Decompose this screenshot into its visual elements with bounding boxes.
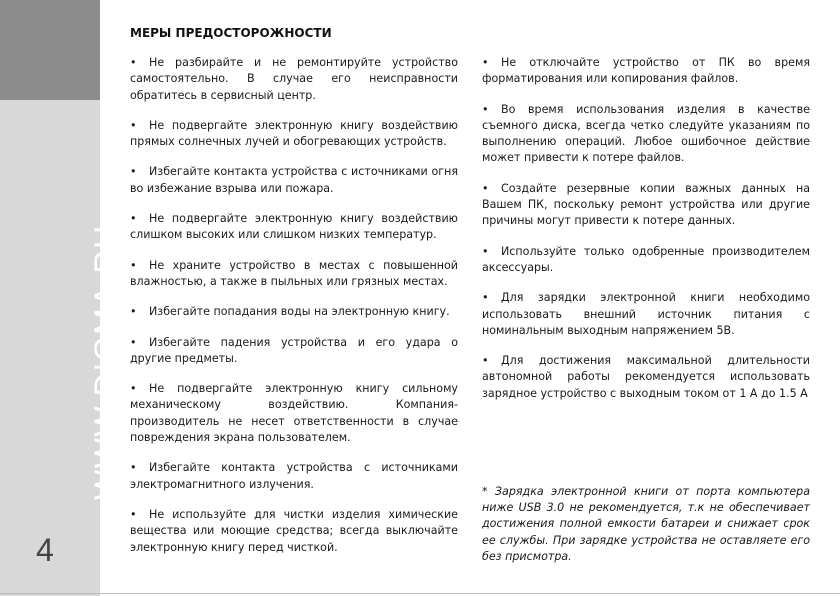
list-item (130, 258, 458, 291)
list-item-text: Не храните устройство в местах с повышенной влажностью, а также в пыльных или грязных местах. (130, 258, 458, 288)
bullet: • (130, 212, 137, 226)
list-item-text: Создайте резервные копии важных данных на Вашем ПК, поскольку ремонт устройства или другие причины могут привести к потере данных. (482, 181, 810, 228)
website-url: WWW.DIGMA.RU (88, 224, 124, 500)
list-item (130, 460, 458, 493)
list-item-text: Избегайте попадания воды на электронную книгу. (149, 305, 450, 319)
list-item (482, 244, 810, 277)
list-item (130, 55, 458, 104)
list-item (130, 304, 458, 320)
bullet: • (130, 56, 137, 69)
list-item (482, 181, 810, 230)
list-item (482, 290, 810, 339)
bottom-divider (0, 593, 840, 594)
bullet: • (482, 291, 489, 305)
list-item (482, 55, 810, 88)
bullet: • (482, 244, 489, 258)
list-item-text: Не подвергайте электронную книгу воздействию прямых солнечных лучей и обогревающих устройств. (130, 118, 458, 149)
list-item (482, 353, 810, 402)
page-number: 4 (36, 532, 54, 568)
list-item-text: Для зарядки электронной книги необходимо использовать внешний источник питания с номинальным выходным напряжением 5В. (482, 291, 810, 337)
page-title: МЕРЫ ПРЕДОСТОРОЖНОСТИ (130, 26, 332, 40)
list-item (130, 507, 458, 556)
bullet: • (130, 165, 137, 179)
sidebar-top-block (0, 0, 100, 100)
bullet: • (482, 354, 489, 368)
list-item (130, 211, 458, 244)
list-item-text: Используйте только одобренные производителем аксессуары. (482, 244, 810, 274)
left-column (130, 55, 458, 570)
list-item-text: Не подвергайте электронную книгу сильному механическому воздействию. Компания-производитель не несет ответственности в случае повреждения экрана пользователем. (130, 382, 458, 445)
list-item (130, 164, 458, 197)
list-item (482, 102, 810, 167)
bullet: • (482, 181, 489, 195)
footnote: * Зарядка электронной книги от порта компьютера ниже USB 3.0 не рекомендуется, т.к не обеспечивает достижения полной емкости батареи и снижает срок ее службы. При зарядке устройства не оставляете его без присмотра. (482, 485, 810, 563)
list-item-text: Для достижения максимальной длительности автономной работы рекомендуется использовать зарядное устройство с выходным током от 1 А до 1.5 А (482, 354, 810, 400)
bullet: • (130, 461, 137, 475)
list-item-text: Во время использования изделия в качестве съемного диска, всегда четко следуйте указаниям по выполнению операций. Любое ошибочное действие может привести к потере файлов. (482, 102, 810, 165)
list-item-text: Избегайте контакта устройства с источниками огня во избежание взрыва или пожара. (130, 165, 458, 195)
bullet: • (130, 118, 137, 132)
list-item (130, 118, 458, 151)
list-item-text: Не используйте для чистки изделия химические вещества или моющие средства; всегда выключайте электронную книгу перед чисткой. (130, 507, 458, 554)
list-item-text: Избегайте падения устройства и его удара о другие предметы. (130, 335, 458, 365)
list-item (130, 381, 458, 446)
list-item-text: Избегайте контакта устройства с источниками электромагнитного излучения. (130, 461, 458, 491)
list-item (130, 335, 458, 368)
list-item-text: Не подвергайте электронную книгу воздействию слишком высоких или слишком низких температур. (130, 212, 458, 242)
bullet: • (482, 56, 489, 69)
bullet: • (130, 335, 137, 349)
list-item-text: Не разбирайте и не ремонтируйте устройство самостоятельно. В случае его неисправности обратитесь в сервисный центр. (130, 56, 458, 102)
list-item-text: Не отключайте устройство от ПК во время форматирования или копирования файлов. (482, 56, 810, 86)
bullet: • (130, 305, 137, 319)
bullet: • (482, 102, 489, 116)
bullet: • (130, 258, 137, 272)
right-column (482, 55, 810, 416)
bullet: • (130, 382, 137, 396)
bullet: • (130, 507, 137, 521)
